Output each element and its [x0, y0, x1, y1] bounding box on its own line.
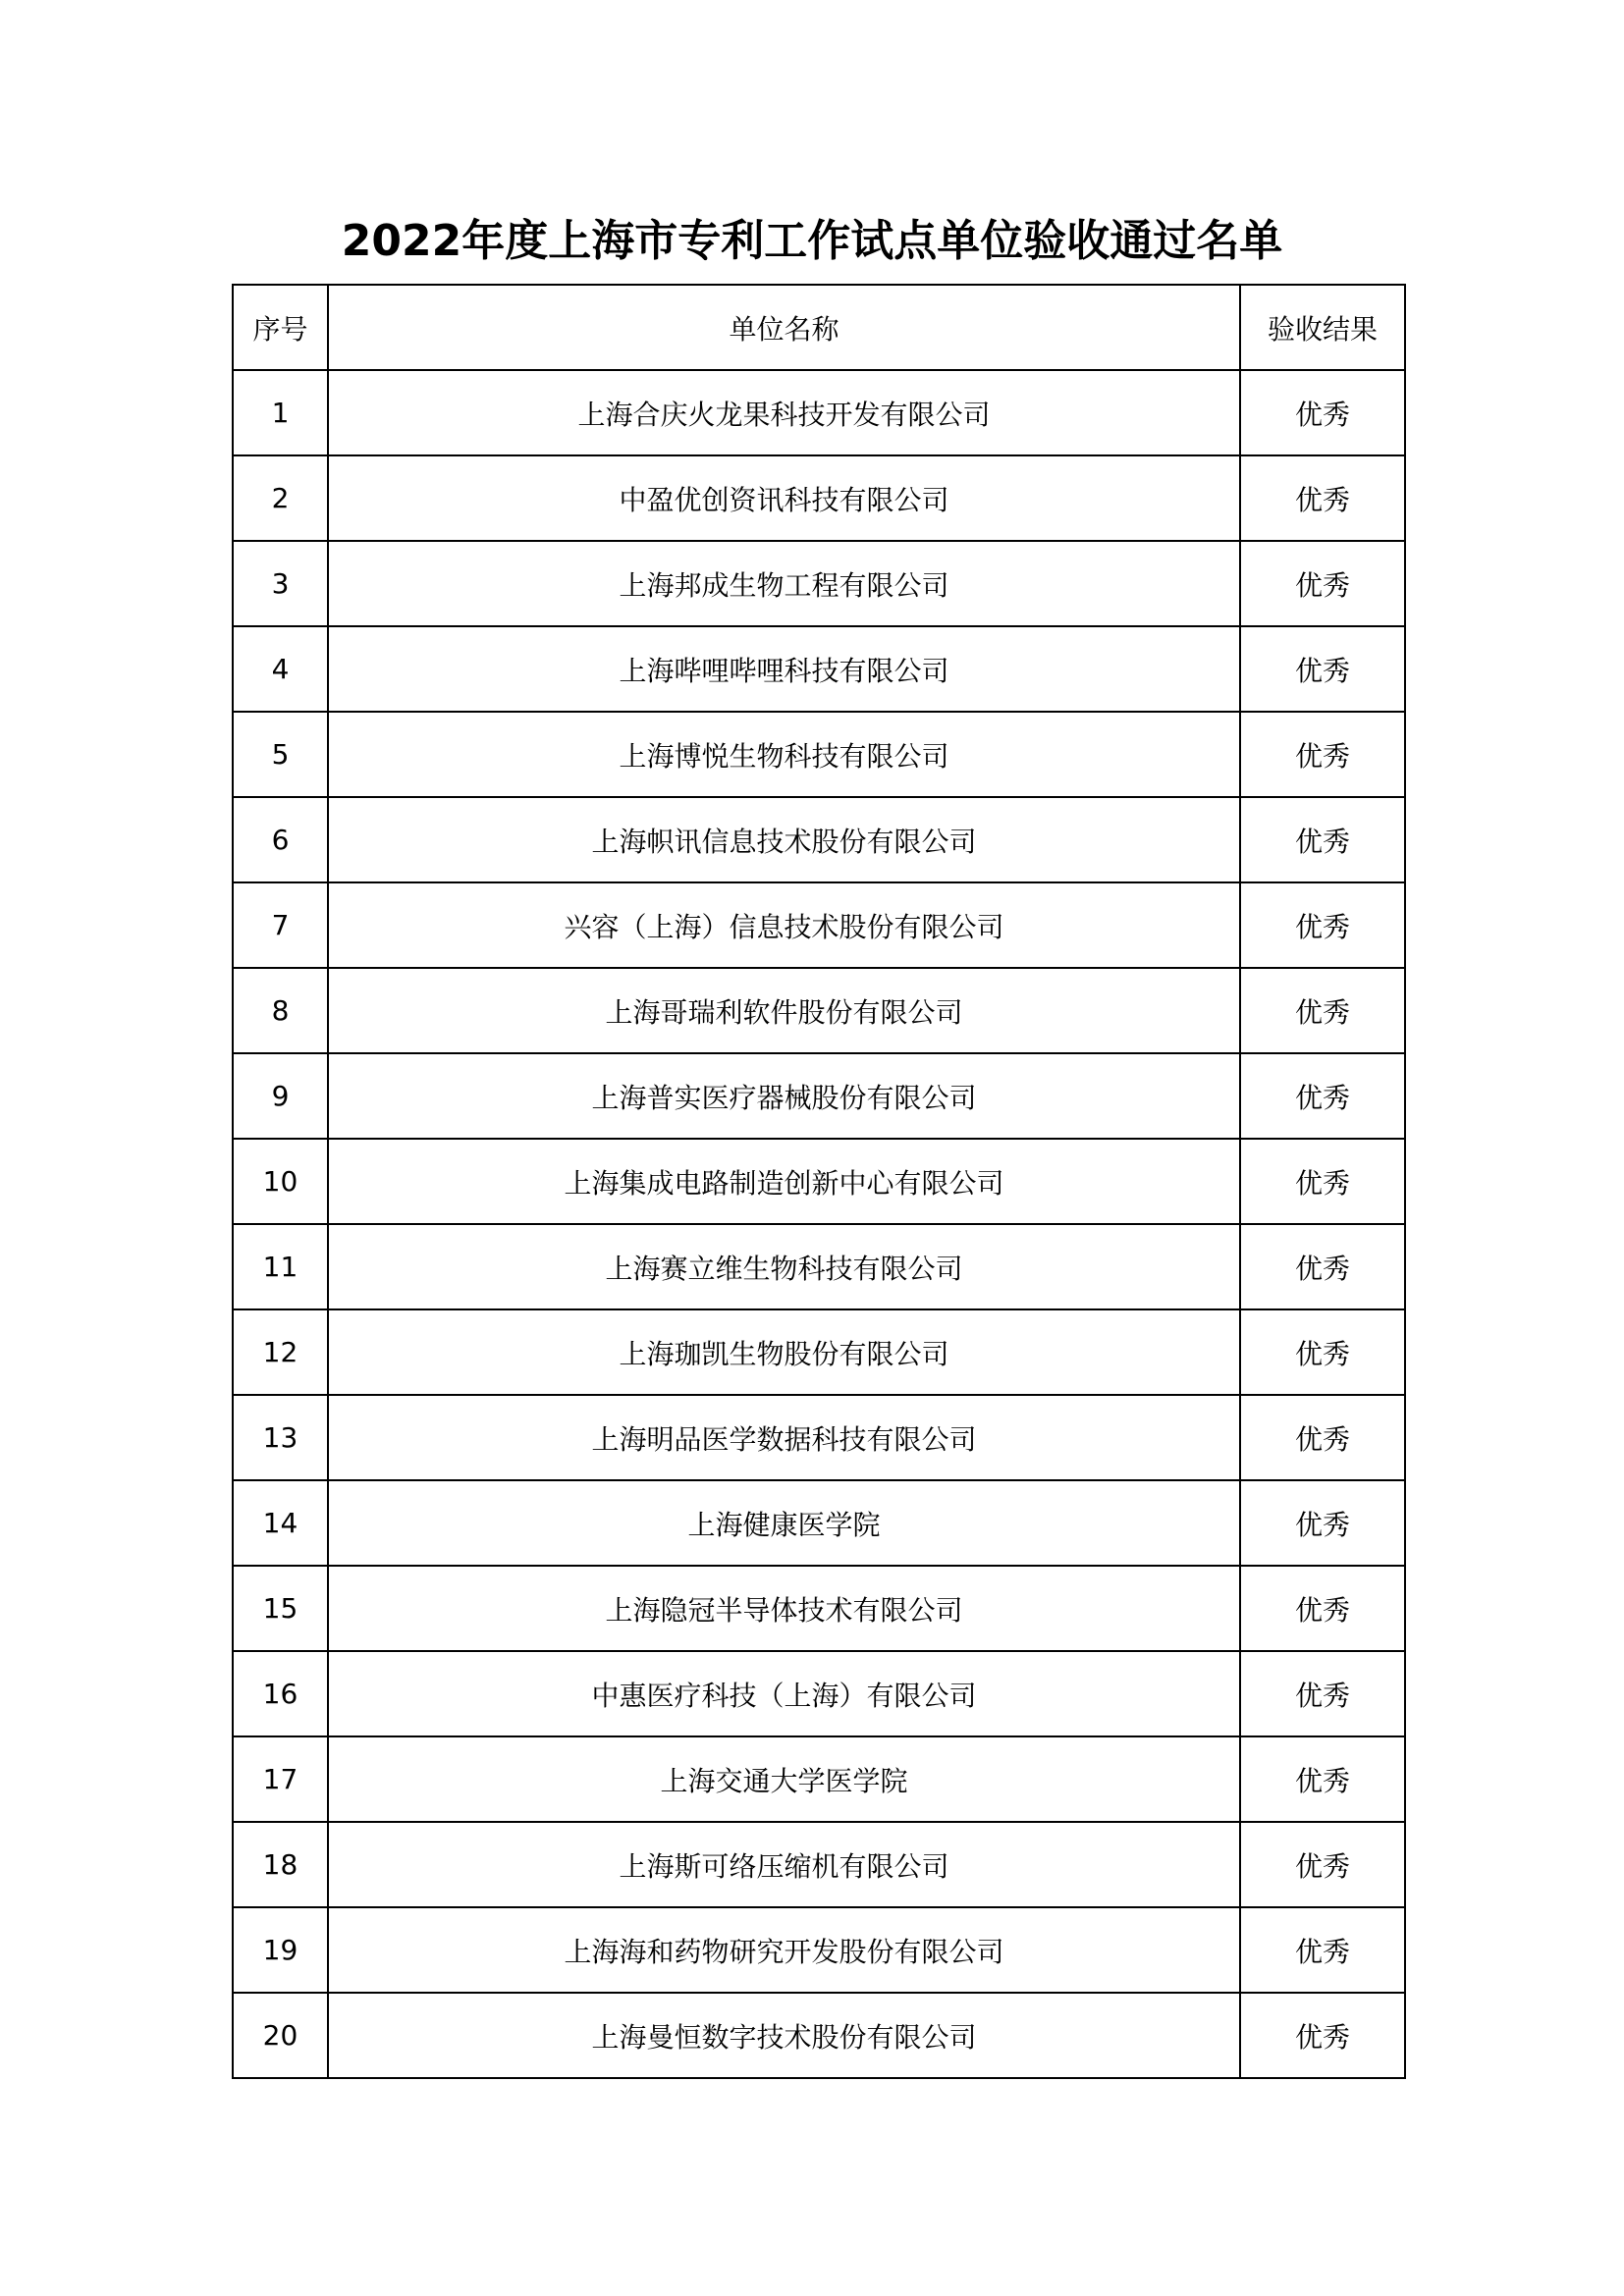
- table-row: [233, 1907, 1405, 1993]
- row-unit-name: 上海帜讯信息技术股份有限公司: [328, 797, 1240, 882]
- table-row: [233, 797, 1405, 882]
- row-unit-name: 上海隐冠半导体技术有限公司: [328, 1566, 1240, 1651]
- table-row: [233, 455, 1405, 541]
- table-row: [233, 1822, 1405, 1907]
- row-unit-name: 上海合庆火龙果科技开发有限公司: [328, 370, 1240, 455]
- row-acceptance-result: 优秀: [1240, 1309, 1405, 1395]
- table-row: [233, 1651, 1405, 1736]
- row-acceptance-result: 优秀: [1240, 1566, 1405, 1651]
- row-acceptance-result: 优秀: [1240, 1993, 1405, 2078]
- row-unit-name: 上海珈凯生物股份有限公司: [328, 1309, 1240, 1395]
- row-serial-number: 17: [233, 1736, 328, 1822]
- table-row: [233, 1736, 1405, 1822]
- header-serial-number: 序号: [233, 285, 328, 370]
- row-unit-name: 上海斯可络压缩机有限公司: [328, 1822, 1240, 1907]
- row-serial-number: 19: [233, 1907, 328, 1993]
- table-row: [233, 1224, 1405, 1309]
- row-unit-name: 上海交通大学医学院: [328, 1736, 1240, 1822]
- row-serial-number: 15: [233, 1566, 328, 1651]
- row-serial-number: 3: [233, 541, 328, 626]
- row-unit-name: 上海邦成生物工程有限公司: [328, 541, 1240, 626]
- row-unit-name: 上海曼恒数字技术股份有限公司: [328, 1993, 1240, 2078]
- row-unit-name: 上海普实医疗器械股份有限公司: [328, 1053, 1240, 1139]
- row-serial-number: 7: [233, 882, 328, 968]
- row-acceptance-result: 优秀: [1240, 1907, 1405, 1993]
- row-acceptance-result: 优秀: [1240, 1480, 1405, 1566]
- row-unit-name: 中盈优创资讯科技有限公司: [328, 455, 1240, 541]
- row-acceptance-result: 优秀: [1240, 1651, 1405, 1736]
- row-serial-number: 2: [233, 455, 328, 541]
- table-row: [233, 1395, 1405, 1480]
- acceptance-list-table: [232, 284, 1406, 2079]
- row-unit-name: 上海健康医学院: [328, 1480, 1240, 1566]
- table-row: [233, 712, 1405, 797]
- table-row: [233, 1309, 1405, 1395]
- table-row: [233, 1993, 1405, 2078]
- row-acceptance-result: 优秀: [1240, 541, 1405, 626]
- row-acceptance-result: 优秀: [1240, 1224, 1405, 1309]
- table-row: [233, 1053, 1405, 1139]
- row-serial-number: 14: [233, 1480, 328, 1566]
- row-unit-name: 上海集成电路制造创新中心有限公司: [328, 1139, 1240, 1224]
- header-unit-name: 单位名称: [328, 285, 1240, 370]
- row-acceptance-result: 优秀: [1240, 797, 1405, 882]
- table-row: [233, 1139, 1405, 1224]
- table-row: [233, 626, 1405, 712]
- table-row: [233, 541, 1405, 626]
- page-title: 2022年度上海市专利工作试点单位验收通过名单: [341, 216, 1283, 266]
- row-serial-number: 16: [233, 1651, 328, 1736]
- table-row: [233, 882, 1405, 968]
- header-acceptance-result: 验收结果: [1240, 285, 1405, 370]
- row-serial-number: 1: [233, 370, 328, 455]
- row-unit-name: 上海明品医学数据科技有限公司: [328, 1395, 1240, 1480]
- row-serial-number: 12: [233, 1309, 328, 1395]
- row-acceptance-result: 优秀: [1240, 370, 1405, 455]
- row-serial-number: 13: [233, 1395, 328, 1480]
- row-acceptance-result: 优秀: [1240, 626, 1405, 712]
- row-acceptance-result: 优秀: [1240, 1139, 1405, 1224]
- row-acceptance-result: 优秀: [1240, 882, 1405, 968]
- table-header-row: [233, 285, 1405, 370]
- row-acceptance-result: 优秀: [1240, 1395, 1405, 1480]
- table-row: [233, 370, 1405, 455]
- row-unit-name: 中惠医疗科技（上海）有限公司: [328, 1651, 1240, 1736]
- row-serial-number: 5: [233, 712, 328, 797]
- row-acceptance-result: 优秀: [1240, 1822, 1405, 1907]
- row-unit-name: 兴容（上海）信息技术股份有限公司: [328, 882, 1240, 968]
- row-acceptance-result: 优秀: [1240, 1736, 1405, 1822]
- row-serial-number: 4: [233, 626, 328, 712]
- row-unit-name: 上海赛立维生物科技有限公司: [328, 1224, 1240, 1309]
- row-unit-name: 上海哥瑞利软件股份有限公司: [328, 968, 1240, 1053]
- row-unit-name: 上海海和药物研究开发股份有限公司: [328, 1907, 1240, 1993]
- row-serial-number: 20: [233, 1993, 328, 2078]
- table-row: [233, 1566, 1405, 1651]
- row-acceptance-result: 优秀: [1240, 455, 1405, 541]
- row-acceptance-result: 优秀: [1240, 1053, 1405, 1139]
- table-row: [233, 968, 1405, 1053]
- row-acceptance-result: 优秀: [1240, 712, 1405, 797]
- row-serial-number: 6: [233, 797, 328, 882]
- row-serial-number: 18: [233, 1822, 328, 1907]
- row-serial-number: 8: [233, 968, 328, 1053]
- row-acceptance-result: 优秀: [1240, 968, 1405, 1053]
- row-serial-number: 10: [233, 1139, 328, 1224]
- row-unit-name: 上海博悦生物科技有限公司: [328, 712, 1240, 797]
- row-serial-number: 11: [233, 1224, 328, 1309]
- row-unit-name: 上海哔哩哔哩科技有限公司: [328, 626, 1240, 712]
- table-row: [233, 1480, 1405, 1566]
- row-serial-number: 9: [233, 1053, 328, 1139]
